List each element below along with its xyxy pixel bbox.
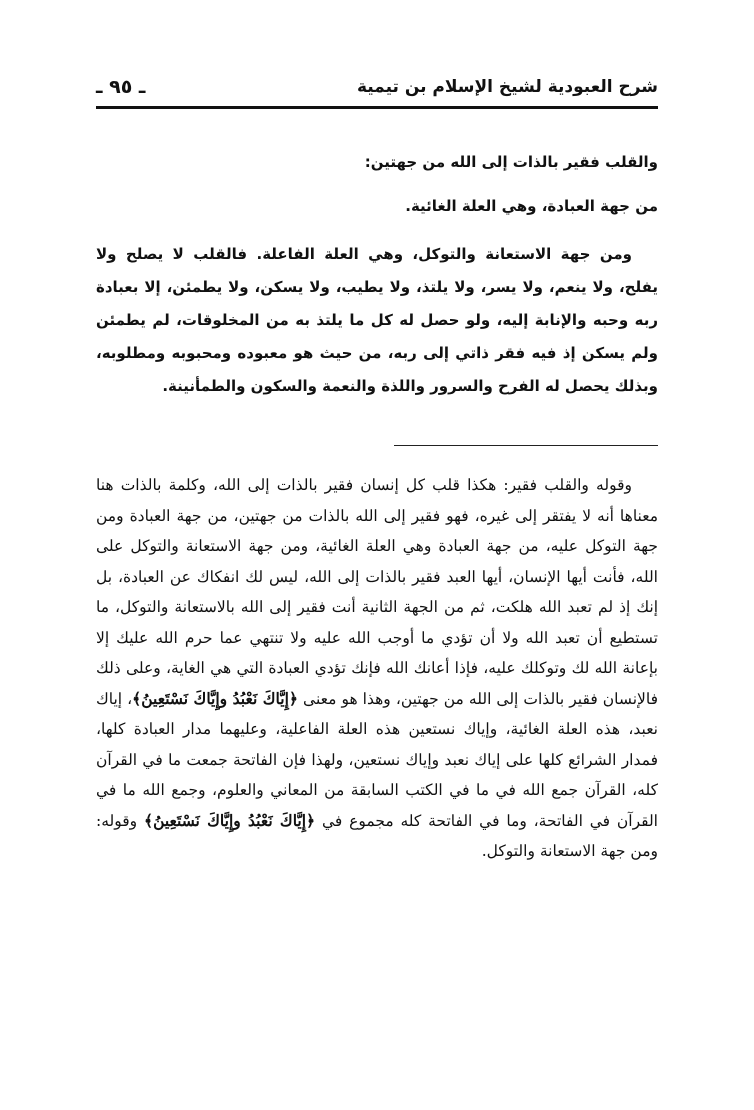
- separator-rule: [394, 445, 658, 446]
- page-number: ـ ٩٥ ـ: [96, 76, 146, 98]
- main-text-paragraph-body: ومن جهة الاستعانة والتوكل، وهي العلة الفاعلة. فالقلب لا يصلح ولا يفلح، ولا ينعم، ولا يسر، ولا يلتذ، ولا يطيب، ولا يسكن، ولا يطمئن، إلا بعبادة ربه وحبه والإنابة إليه، ولو حصل له كل ما يلتذ به من المخلوقات، لم يطمئن ولم يسكن إذ فيه فقر ذاتي إلى ربه، من حيث هو معبوده ومحبوبه ومطلوبه، وبذلك يحصل له الفرح والسرور واللذة والنعمة والسكون والطمأنينة.: [96, 245, 658, 395]
- running-header: [96, 72, 658, 109]
- commentary-part-2: ، إياك نعبد، هذه العلة الغائية، وإياك نستعين هذه العلة الفاعلية، وعليهما مدار العبادة كلها، فمدار الشرائع كلها على إياك نعبد وإياك نستعين، ولهذا فإن الفاتحة جمعت ما في القرآن كله، القرآن جمع الله في ما في الكتب السابقة من المعاني والعلوم، وجمع الله ما في القرآن في الفاتحة، وما في الفاتحة كله مجموع في: [96, 689, 658, 830]
- main-text-line-2: من جهة العبادة، وهي العلة الغائية.: [405, 197, 658, 215]
- commentary-paragraph: [96, 470, 658, 867]
- quran-verse-2: ﴿إِيَّاكَ نَعْبُدُ وإِيَّاكَ نَسْتَعِينُ﴾: [143, 810, 316, 830]
- quran-verse-1: ﴿إِيَّاكَ نَعْبُدُ وإِيَّاكَ نَسْتَعِينُ﴾: [132, 688, 298, 708]
- commentary-part-3: وقوله: ومن جهة الاستعانة والتوكل.: [96, 811, 658, 860]
- commentary-part-1: وقوله والقلب فقير: هكذا قلب كل إنسان فقير بالذات إلى الله، وكلمة بالذات هنا معناها أنه لا يفتقر إلى غيره، فهو فقير إلى الله بالذات من جهتين، من جهة العبادة ومن جهة التوكل عليه، من جهة العبادة وهي العلة الغائية، ومن جهة الاستعانة والتوكل على الله، فأنت أيها الإنسان، أيها العبد فقير بالذات إلى الله، ليس لك انفكاك عن العبادة، بل إنك إذ لم تعبد الله هلكت، ثم من الجهة الثانية أنت فقير إلى الله بالاستعانة والتوكل، ما تستطيع أن تعبد الله ولا أن تؤدي ما أوجب الله عليه ولا تنتهي عما حرم الله عليك إلا بإعانة الله لك وتوكلك عليه، فإذا أعانك الله فإنك تؤدي العبادة التي هي الغاية، وعلى ذلك فالإنسان فقير بالذات إلى الله من جهتين، وهذا هو معنى: [96, 476, 658, 708]
- main-text-paragraph: [96, 238, 658, 403]
- header-title: شرح العبودية لشيخ الإسلام بن تيمية: [356, 77, 658, 97]
- main-text: [96, 140, 658, 403]
- commentary: [96, 470, 658, 867]
- main-text-line-1: والقلب فقير بالذات إلى الله من جهتين:: [364, 153, 658, 171]
